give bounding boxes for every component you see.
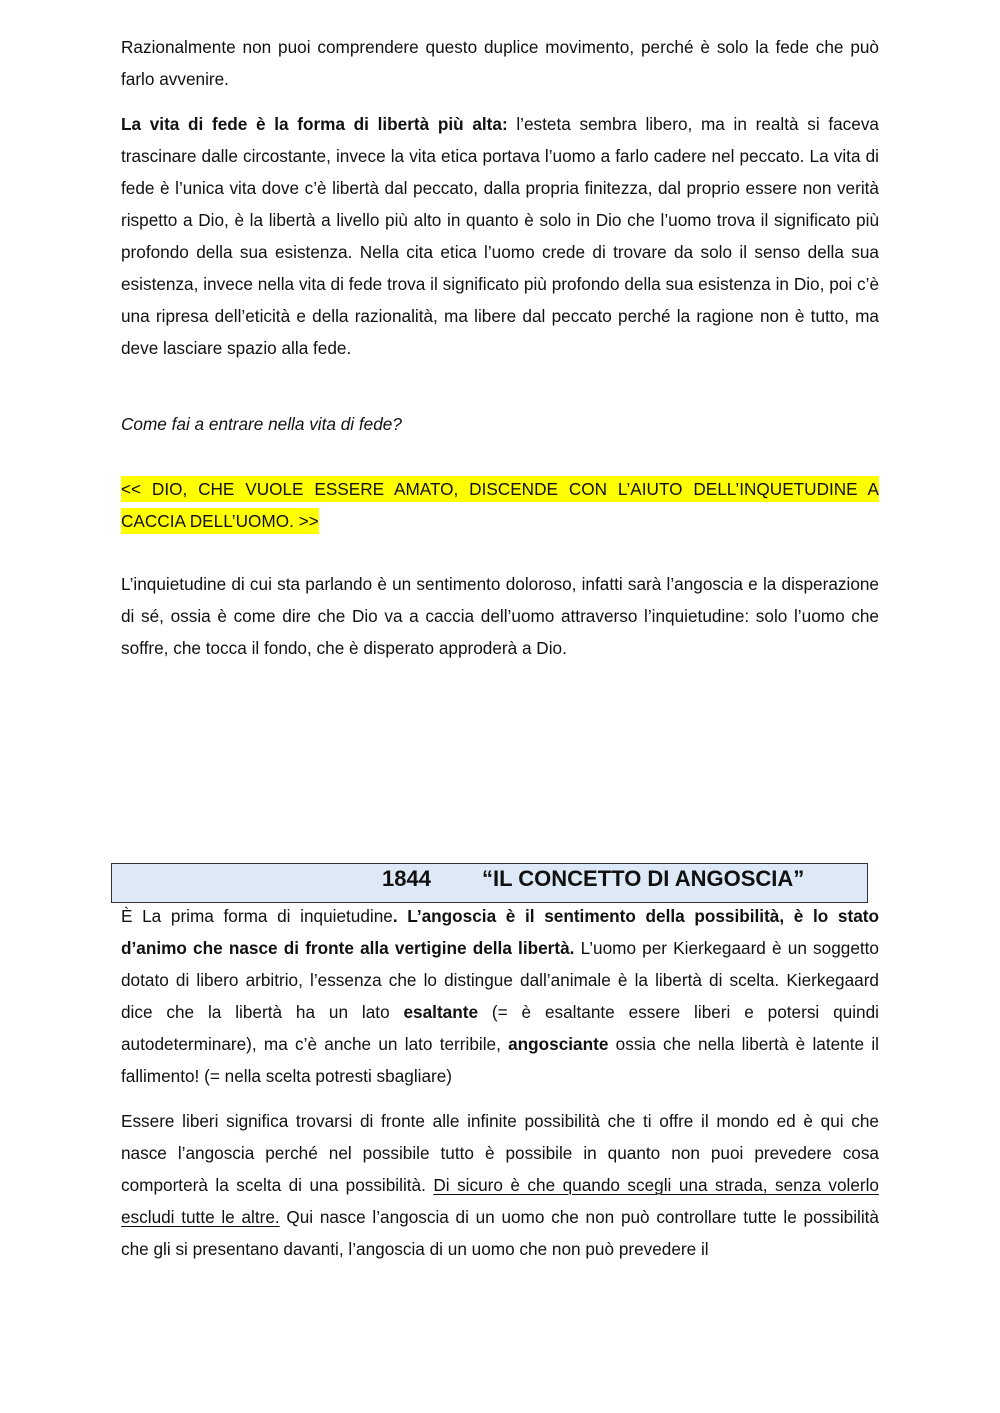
bold-lead: La vita di fede è la forma di libertà più alta: (121, 114, 508, 134)
paragraph-text: Razionalmente non puoi comprendere questo duplice movimento, perché è solo la fede che può farlo avvenire. (121, 37, 879, 89)
paragraph-possibilities (121, 1105, 879, 1265)
paragraph-text: l’esteta sembra libero, ma in realtà si faceva trascinare dalle circostante, invece la vita etica portava l’uomo a farlo cadere nel peccato. La vita di fede è l’unica vita dove c’è libertà dal peccato, dalla propria finitezza, dal proprio essere non verità rispetto a Dio, è la libertà a livello più alto in quanto è solo in Dio che l’uomo trova il significato più profondo della sua esistenza. Nella cita etica l’uomo crede di trovare da solo il senso della sua esistenza, invece nella vita di fede trova il significato più profondo della sua esistenza in Dio, poi c’è una ripresa dell’eticità e della razionalità, ma libere dal peccato perché la ragione non è tutto, ma deve lasciare spazio alla fede. (121, 114, 879, 358)
question-line (121, 408, 879, 440)
question-text: Come fai a entrare nella vita di fede? (121, 414, 402, 434)
paragraph-text: L’inquietudine di cui sta parlando è un sentimento doloroso, infatti sarà l’angoscia e la disperazione di sé, ossia è come dire che Dio va a caccia dell’uomo attraverso l’inquietudine: solo l’uomo che soffre, che tocca il fondo, che è disperato approderà a Dio. (121, 574, 879, 658)
section-year: 1844 (382, 866, 431, 891)
bold-segment: . L’angoscia è il sentimento della possibilità, è lo stato d’animo che nasce di fronte alla vertigine della libertà. (121, 906, 879, 958)
quote-highlight: << DIO, CHE VUOLE ESSERE AMATO, DISCENDE CON L’AIUTO DELL’INQUETUDINE A CACCIA DELL’UOMO. >> (121, 476, 879, 534)
text-segment: ossia che nella libertà è latente il fallimento! (= nella scelta potresti sbagliare) (121, 1034, 879, 1086)
text-segment: Essere liberi significa trovarsi di fronte alle infinite possibilità che ti offre il mondo ed è qui che nasce l’angoscia perché nel possibile tutto è possibile in quanto non puoi prevedere cosa comporterà la scelta di una possibilità. (121, 1111, 879, 1195)
text-segment: L’uomo per Kierkegaard è un soggetto dotato di libero arbitrio, l’essenza che lo distingue dall’animale è la libertà di scelta. Kierkegaard dice che la libertà ha un lato (121, 938, 879, 1022)
highlighted-quote (121, 473, 879, 537)
section-title (382, 864, 804, 902)
paragraph-rational-faith (121, 31, 879, 95)
text-segment: È La prima forma di inquietudine (121, 906, 393, 926)
bold-anguishing: angosciante (508, 1034, 609, 1054)
paragraph-faith-freedom (121, 108, 879, 364)
paragraph-inquietude (121, 568, 879, 664)
bold-exalting: esaltante (403, 1002, 479, 1022)
section-title-box (111, 863, 868, 903)
paragraph-anguish-definition (121, 900, 879, 1092)
text-segment: Qui nasce l’angoscia di un uomo che non può controllare tutte le possibilità che gli si presentano davanti, l’angoscia di un uomo che non può prevedere il (121, 1207, 879, 1259)
text-segment: (= è esaltante essere liberi e potersi quindi autodeterminare), ma c’è anche un lato terribile, (121, 1002, 879, 1054)
section-title-text: “IL CONCETTO DI ANGOSCIA” (482, 866, 805, 891)
underlined-segment: Di sicuro è che quando scegli una strada, senza volerlo escludi tutte le altre. (121, 1175, 879, 1227)
